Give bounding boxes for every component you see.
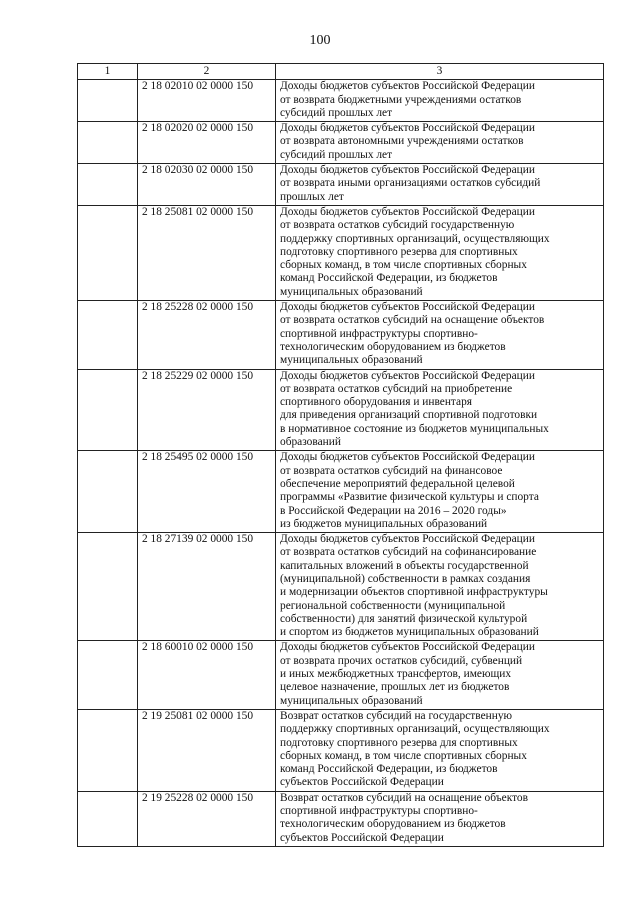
description-line: от возврата остатков субсидий на оснащение объектов [280,314,545,327]
revenue-description [276,709,604,791]
classification-code: 2 18 25081 02 0000 150 [138,205,276,300]
empty-cell [78,791,138,846]
description-line: субсидий прошлых лет [280,148,393,161]
description-line: субсидий прошлых лет [280,106,393,119]
revenue-description [276,164,604,206]
description-line: подготовку спортивного резерва для спортивных [280,736,518,749]
column-header-1: 1 [78,64,138,80]
description-line: прошлых лет [280,190,344,203]
empty-cell [78,164,138,206]
column-header-3: 3 [276,64,604,80]
empty-cell [78,301,138,369]
description-line: спортивной инфраструктуры спортивно- [280,327,478,340]
description-line: команд Российской Федерации, из бюджетов [280,763,498,776]
empty-cell [78,641,138,709]
description-line: Доходы бюджетов субъектов Российской Федерации [280,301,535,314]
classification-code: 2 18 27139 02 0000 150 [138,533,276,641]
empty-cell [78,533,138,641]
table-row [78,301,604,369]
table-row [78,80,604,122]
description-line: из бюджетов муниципальных образований [280,517,488,530]
description-line: субъектов Российской Федерации [280,831,444,844]
revenue-description [276,533,604,641]
description-line: Возврат остатков субсидий на оснащение объектов [280,791,528,804]
description-line: Доходы бюджетов субъектов Российской Федерации [280,533,535,546]
table-row [78,791,604,846]
classification-code: 2 19 25228 02 0000 150 [138,791,276,846]
description-line: от возврата бюджетными учреждениями остатков [280,93,522,106]
table-row [78,533,604,641]
classification-code: 2 18 02020 02 0000 150 [138,122,276,164]
description-line: для приведения организаций спортивной подготовки [280,409,538,422]
description-line: собственности) для занятий физической культурой [280,612,528,625]
classification-code: 2 18 02010 02 0000 150 [138,80,276,122]
page-number: 100 [309,33,331,48]
description-line: от возврата остатков субсидий на приобретение [280,382,513,395]
description-line: от возврата остатков субсидий государственную [280,219,515,232]
description-line: обеспечение мероприятий федеральной целевой [280,477,515,490]
description-line: Доходы бюджетов субъектов Российской Федерации [280,122,535,135]
revenue-description [276,80,604,122]
empty-cell [78,451,138,533]
description-line: спортивной инфраструктуры спортивно- [280,805,478,818]
description-line: сборных команд, в том числе спортивных сборных [280,749,527,762]
description-line: поддержку спортивных организаций, осуществляющих [280,723,550,736]
revenue-description [276,641,604,709]
revenue-description [276,301,604,369]
empty-cell [78,709,138,791]
description-line: субъектов Российской Федерации [280,776,444,789]
empty-cell [78,80,138,122]
description-line: от возврата прочих остатков субсидий, субвенций [280,654,523,667]
description-line: команд Российской Федерации, из бюджетов [280,272,498,285]
description-line: от возврата иными организациями остатков субсидий [280,177,541,190]
description-line: и модернизации объектов спортивной инфраструктуры [280,586,548,599]
table-row [78,164,604,206]
description-line: муниципальных образований [280,285,423,298]
description-line: от возврата остатков субсидий на финансовое [280,464,503,477]
revenue-description [276,451,604,533]
description-line: спортивного оборудования и инвентаря [280,396,473,409]
description-line: Доходы бюджетов субъектов Российской Федерации [280,80,535,93]
column-header-2: 2 [138,64,276,80]
revenue-description [276,369,604,451]
table-row [78,709,604,791]
description-line: и спортом из бюджетов муниципальных образований [280,626,539,639]
classification-code: 2 18 25229 02 0000 150 [138,369,276,451]
description-line: целевое назначение, прошлых лет из бюджетов [280,681,510,694]
description-line: в Российской Федерации на 2016 – 2020 годы» [280,504,507,517]
classification-code: 2 18 25228 02 0000 150 [138,301,276,369]
description-line: муниципальных образований [280,354,423,367]
table-header-row [78,64,604,80]
description-line: в нормативное состояние из бюджетов муниципальных [280,422,549,435]
description-line: технологическим оборудованием из бюджетов [280,818,506,831]
revenue-description [276,122,604,164]
description-line: (муниципальной) собственности в рамках создания [280,572,531,585]
description-line: Доходы бюджетов субъектов Российской Федерации [280,641,535,654]
description-line: Возврат остатков субсидий на государственную [280,709,513,722]
classification-code: 2 19 25081 02 0000 150 [138,709,276,791]
table-row [78,205,604,300]
classification-code: 2 18 25495 02 0000 150 [138,451,276,533]
budget-classification-table [77,63,604,847]
table-body [78,80,604,847]
description-line: поддержку спортивных организаций, осуществляющих [280,232,550,245]
empty-cell [78,369,138,451]
empty-cell [78,122,138,164]
description-line: подготовку спортивного резерва для спортивных [280,245,518,258]
classification-code: 2 18 02030 02 0000 150 [138,164,276,206]
description-line: от возврата остатков субсидий на софинансирование [280,546,537,559]
description-line: Доходы бюджетов субъектов Российской Федерации [280,164,535,177]
description-line: муниципальных образований [280,694,423,707]
revenue-description [276,205,604,300]
description-line: сборных команд, в том числе спортивных сборных [280,259,527,272]
table-row [78,641,604,709]
description-line: капитальных вложений в объекты государственной [280,559,529,572]
table-row [78,369,604,451]
classification-code: 2 18 60010 02 0000 150 [138,641,276,709]
description-line: и иных межбюджетных трансфертов, имеющих [280,668,512,681]
description-line: образований [280,436,341,449]
description-line: региональной собственности (муниципальной [280,599,506,612]
table-row [78,122,604,164]
description-line: технологическим оборудованием из бюджетов [280,340,506,353]
description-line: Доходы бюджетов субъектов Российской Федерации [280,205,535,218]
table-row [78,451,604,533]
description-line: Доходы бюджетов субъектов Российской Федерации [280,369,535,382]
description-line: Доходы бюджетов субъектов Российской Федерации [280,451,535,464]
description-line: от возврата автономными учреждениями остатков [280,135,524,148]
description-line: программы «Развитие физической культуры и спорта [280,491,539,504]
revenue-description [276,791,604,846]
empty-cell [78,205,138,300]
